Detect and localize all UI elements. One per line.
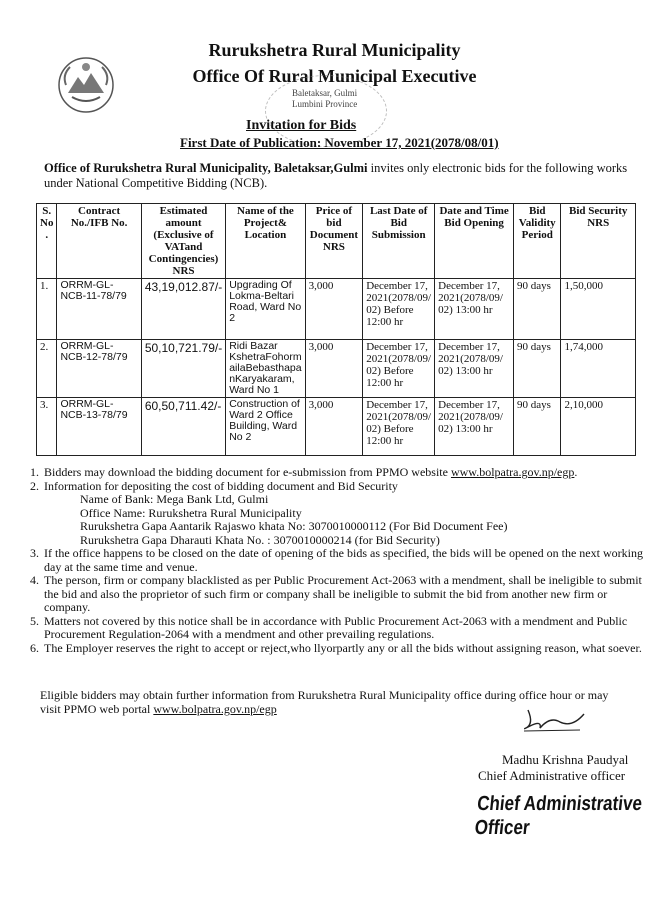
col-validity: Bid Validity Period <box>514 204 561 279</box>
office-name: Office Of Rural Municipal Executive <box>192 66 477 86</box>
intro-office: Office of Rurukshetra Rural Municipality, Baletaksar,Gulmi <box>44 161 368 175</box>
note-text: The Employer reserves the right to accept or reject,who llyorpartly any or all the bids without assigning reason, what soever. <box>44 640 642 655</box>
note-number: 3. <box>30 546 39 560</box>
notes-list <box>30 466 650 655</box>
intro-paragraph <box>44 161 644 191</box>
col-price: Price of bid Document NRS <box>305 204 363 279</box>
notice-title: Invitation for Bids <box>246 118 357 133</box>
cell-sn: 1. <box>37 279 57 340</box>
cell-validity: 90 days <box>514 398 561 456</box>
intro-text: invites only electronic bids for the following works under National Competitive Bidding (NCB). <box>44 161 628 190</box>
table-header-row <box>37 204 636 279</box>
signatory-name: Madhu Krishna Paudyal <box>502 752 629 767</box>
cell-project: Construction of Ward 2 Office Building, Ward No 2 <box>226 398 305 456</box>
cell-price: 3,000 <box>305 340 363 398</box>
cell-project: Ridi Bazar KshetraFohorm ailaBebasthapa nKaryakaram, Ward No 1 <box>226 340 305 398</box>
cell-contract: ORRM-GL-NCB-11-78/79 <box>57 279 141 340</box>
col-sn: S. No . <box>37 204 57 279</box>
signature-icon <box>520 706 590 734</box>
note-number: 5. <box>30 613 39 628</box>
cell-price: 3,000 <box>305 398 363 456</box>
table-row <box>37 340 636 398</box>
cell-amount: 60,50,711.42/- <box>141 398 225 456</box>
list-item <box>30 547 650 574</box>
cell-sn: 2. <box>37 340 57 398</box>
note-text: If the office happens to be closed on the date of opening of the bids as specified, the bids will be opened on the next working day at the same time and venue. <box>44 546 643 574</box>
cell-security: 1,50,000 <box>561 279 636 340</box>
cell-amount: 43,19,012.87/- <box>141 279 225 340</box>
table-row <box>37 279 636 340</box>
col-project: Name of the Project& Location <box>226 204 305 279</box>
cell-last-date: December 17, 2021(2078/09/ 02) Before 12:00 hr <box>363 398 435 456</box>
signatory-title: Chief Administrative officer <box>478 768 626 783</box>
col-security: Bid Security NRS <box>561 204 636 279</box>
cell-opening: December 17, 2021(2078/09/ 02) 13:00 hr <box>435 279 514 340</box>
cell-price: 3,000 <box>305 279 363 340</box>
list-item <box>30 574 650 615</box>
cell-validity: 90 days <box>514 340 561 398</box>
org-name: Rurukshetra Rural Municipality <box>208 40 461 60</box>
list-item: 1. Bidders may download the bidding document for e-submission from PPMO website www.bolpatra.gov.np/egp. <box>30 465 578 479</box>
list-item <box>30 480 650 494</box>
note-number: 2. <box>30 478 39 493</box>
ppmo-portal-link[interactable]: www.bolpatra.gov.np/egp <box>153 702 277 716</box>
seal-line-1: Baletaksar, Gulmi <box>292 88 358 98</box>
col-amount: Estimated amount (Exclusive of VATand Contingencies) NRS <box>141 204 225 279</box>
cell-amount: 50,10,721.79/- <box>141 340 225 398</box>
khata-security: Rurukshetra Gapa Dharauti Khata No. : 3070010000214 (for Bid Security) <box>80 532 440 547</box>
cell-contract: ORRM-GL-NCB-13-78/79 <box>57 398 141 456</box>
cell-opening: December 17, 2021(2078/09/ 02) 13:00 hr <box>435 340 514 398</box>
cell-security: 2,10,000 <box>561 398 636 456</box>
cell-validity: 90 days <box>514 279 561 340</box>
bank-name: Name of Bank: Mega Bank Ltd, Gulmi <box>80 492 269 506</box>
table-row <box>37 398 636 456</box>
note-number: 1. <box>30 465 39 479</box>
cell-project: Upgrading Of Lokma-Beltari Road, Ward No 2 <box>226 279 305 340</box>
closing-text: Eligible bidders may obtain further information from Rurukshetra Rural Municipality office during office hour or may visit PPMO web portal <box>40 688 609 716</box>
note-number: 4. <box>30 573 39 587</box>
ppmo-link[interactable]: www.bolpatra.gov.np/egp <box>450 465 575 479</box>
col-contract: Contract No./IFB No. <box>57 204 141 279</box>
note-text: The person, firm or company blacklisted as per Public Procurement Act-2063 with a mendment, shall be ineligible to submit the bid and also the proprietor of such firm or company shall be ineligible to submit the bid from another new firm or company. <box>44 573 642 614</box>
designation-stamp: Chief Administrative Officer <box>473 792 644 839</box>
list-item <box>30 642 650 656</box>
bids-table <box>36 203 636 456</box>
cell-opening: December 17, 2021(2078/09/ 02) 13:00 hr <box>435 398 514 456</box>
seal-line-2: Lumbini Province <box>292 99 358 109</box>
cell-security: 1,74,000 <box>561 340 636 398</box>
col-opening: Date and Time Bid Opening <box>435 204 514 279</box>
cell-last-date: December 17, 2021(2078/09/ 02) Before 12:00 hr <box>363 340 435 398</box>
list-item <box>30 615 650 642</box>
note-text: Bidders may download the bidding document for e-submission from PPMO website <box>44 465 448 479</box>
note-text: Matters not covered by this notice shall be in accordance with Public Procurement Act-2063 with a mendment and Public Procurement Regulation-2064 with a mendment and other prevailing regulations. <box>44 613 628 641</box>
cell-last-date: December 17, 2021(2078/09/ 02) Before 12:00 hr <box>363 279 435 340</box>
publication-date: First Date of Publication: November 17, 2021(2078/08/01) <box>180 135 499 150</box>
cell-sn: 3. <box>37 398 57 456</box>
office-name-line: Office Name: Rurukshetra Rural Municipality <box>80 505 302 520</box>
note-number: 6. <box>30 640 39 655</box>
note-text: Information for depositing the cost of bidding document and Bid Security <box>44 478 398 493</box>
col-last-date: Last Date of Bid Submission <box>363 204 435 279</box>
khata-fee: Rurukshetra Gapa Aantarik Rajaswo khata No: 3070010000112 (For Bid Document Fee) <box>80 519 508 533</box>
cell-contract: ORRM-GL-NCB-12-78/79 <box>57 340 141 398</box>
